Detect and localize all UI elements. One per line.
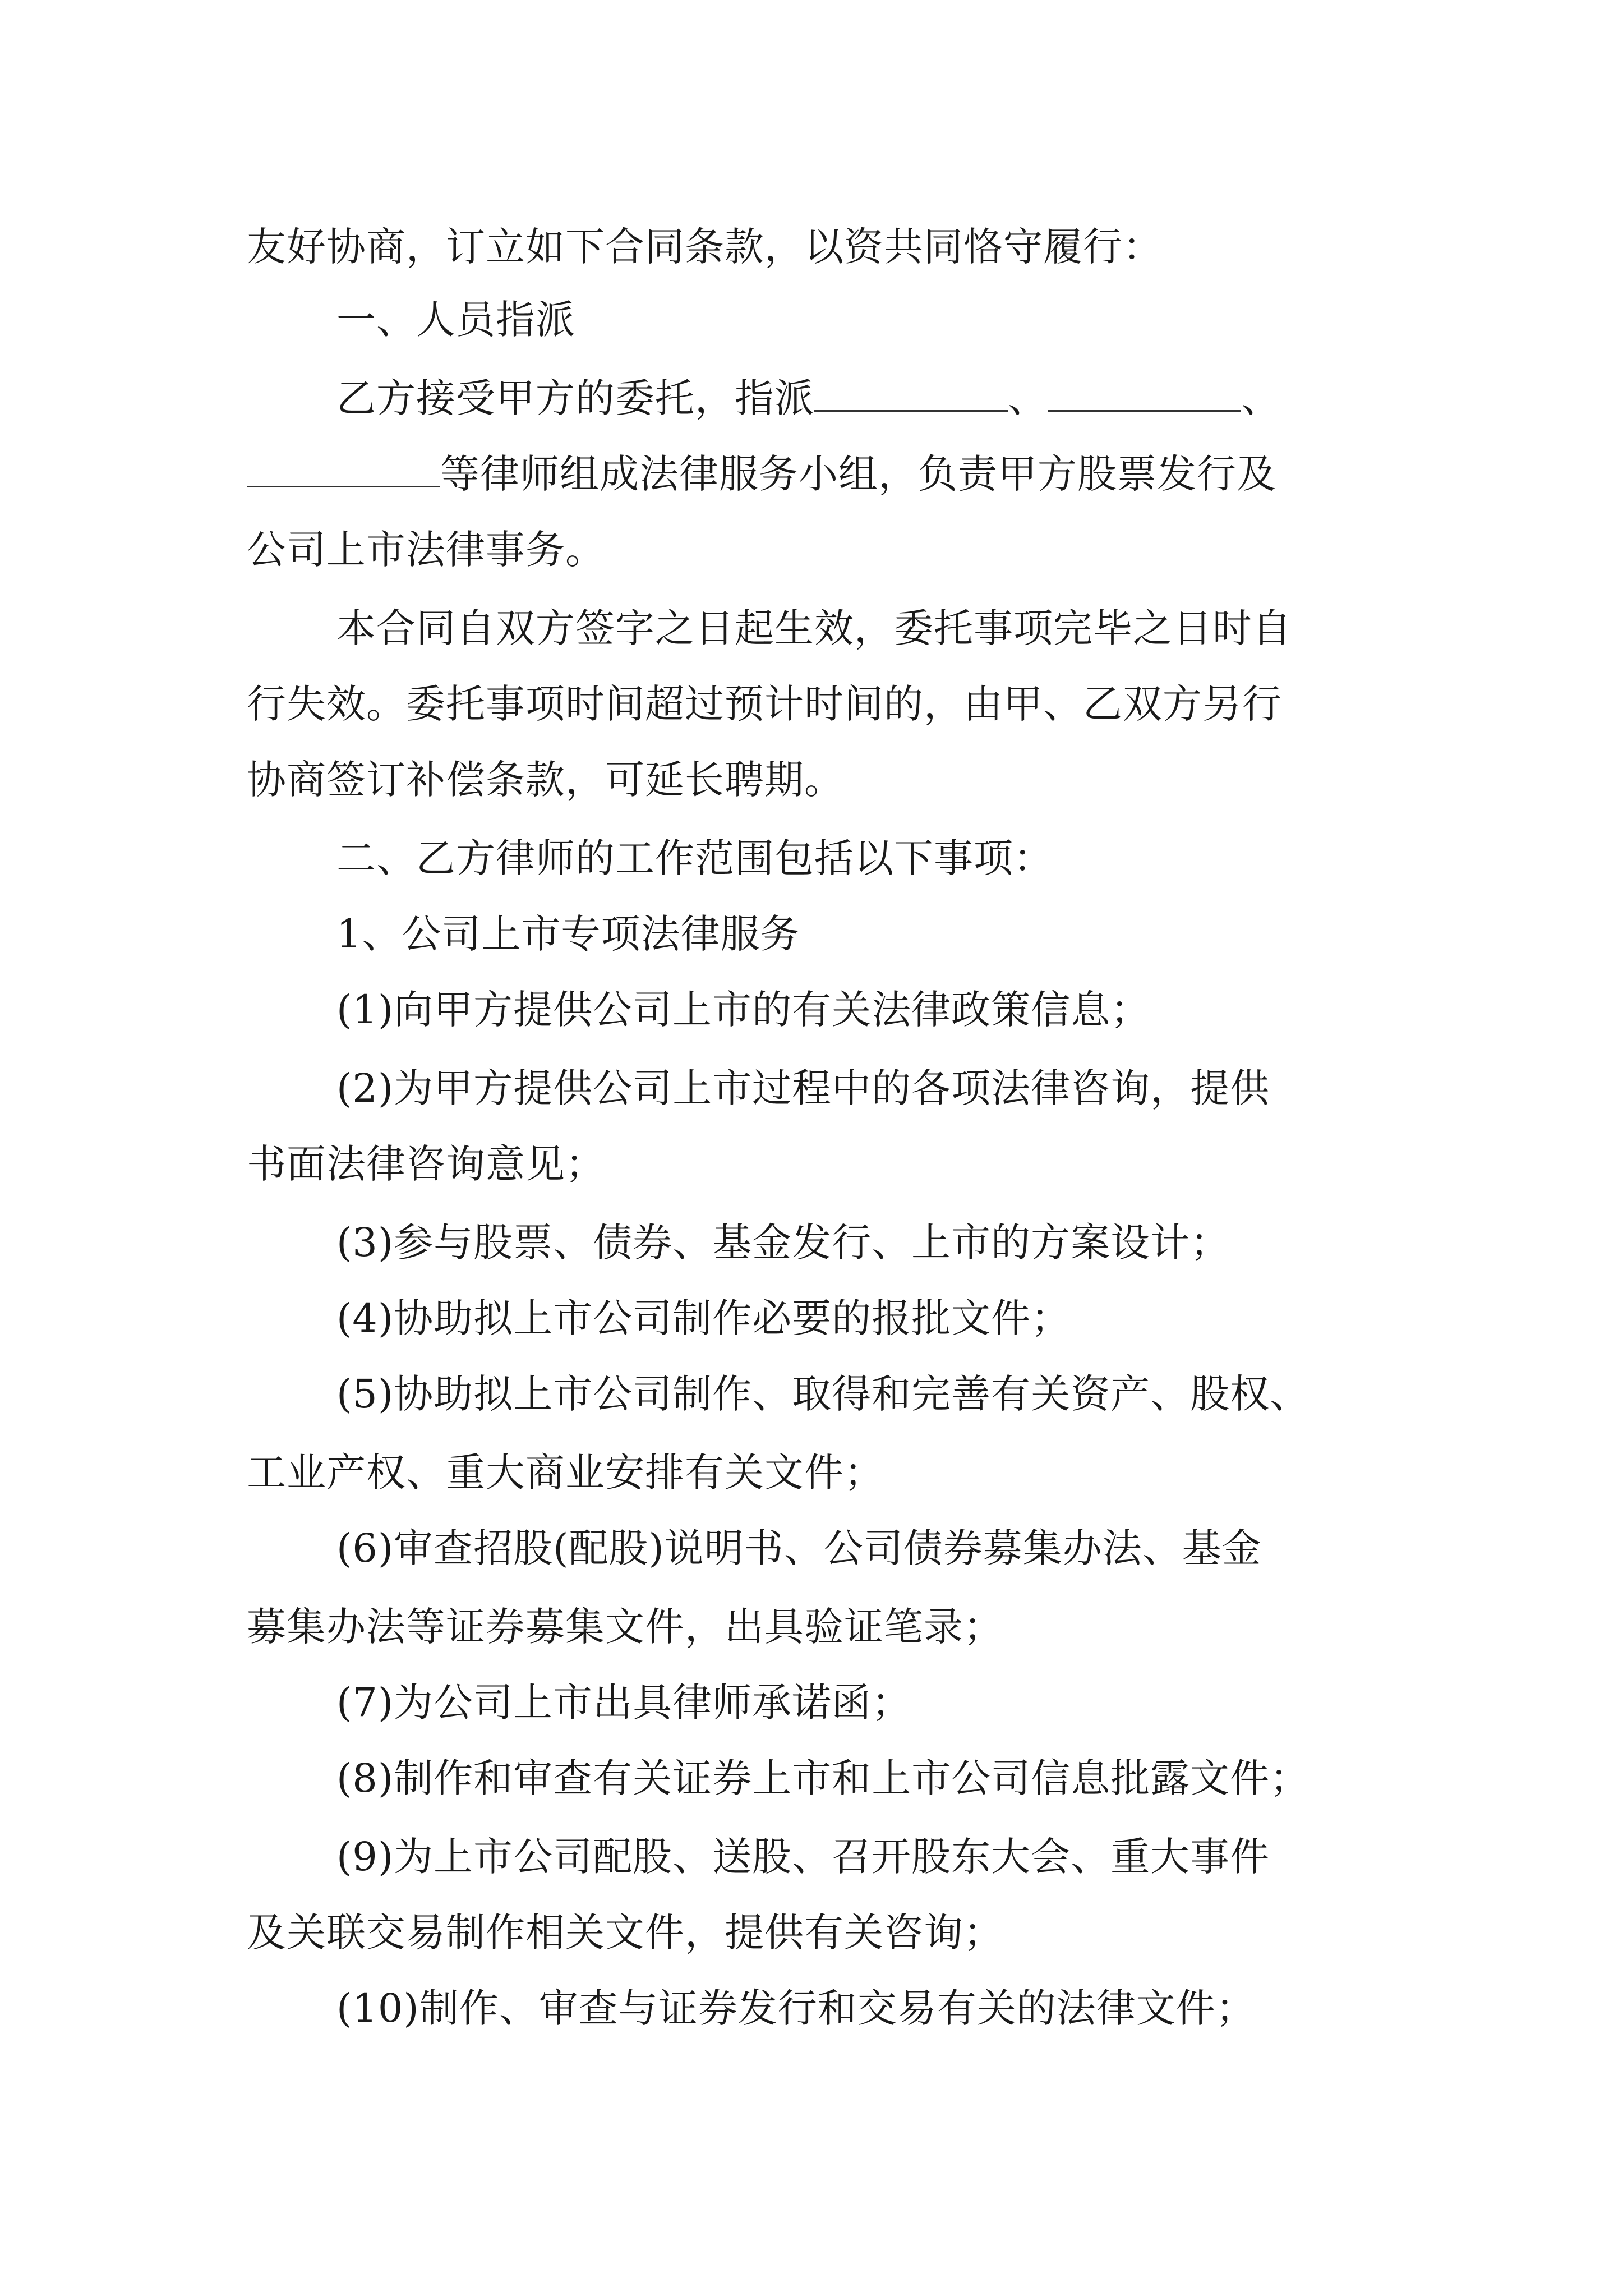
list-item: (5)协助拟上市公司制作、取得和完善有关资产、股权、 xyxy=(336,1371,1310,1417)
list-item: (9)为上市公司配股、送股、召开股东大会、重大事件 xyxy=(336,1834,1270,1880)
blank-line xyxy=(814,374,1008,412)
text-line: 及关联交易制作相关文件，提供有关咨询； xyxy=(247,1910,1003,1955)
blank-line xyxy=(247,450,440,487)
text-line xyxy=(336,370,1281,426)
list-item: (3)参与股票、债券、基金发行、上市的方案设计； xyxy=(336,1220,1230,1266)
blank-line xyxy=(1048,374,1241,412)
text-segment: 等律师组成法律服务小组，负责甲方股票发行及 xyxy=(440,451,1276,497)
list-item: (2)为甲方提供公司上市过程中的各项法律咨询，提供 xyxy=(336,1065,1270,1111)
list-item: (1)向甲方提供公司上市的有关法律政策信息； xyxy=(336,987,1151,1033)
list-item: (4)协助拟上市公司制作必要的报批文件； xyxy=(336,1295,1071,1341)
section-heading: 一、人员指派 xyxy=(336,297,575,343)
text-line: 公司上市法律事务。 xyxy=(247,527,605,573)
text-line: 书面法律咨询意见； xyxy=(247,1141,605,1187)
list-item: (6)审查招股(配股)说明书、公司债券募集办法、基金 xyxy=(336,1525,1262,1571)
list-item: (10)制作、审查与证券发行和交易有关的法律文件； xyxy=(336,1985,1256,2031)
text-segment: 乙方接受甲方的委托，指派 xyxy=(336,375,814,421)
text-segment: 、 xyxy=(1241,375,1281,421)
text-line: 行失效。委托事项时间超过预计时间的，由甲、乙双方另行 xyxy=(247,681,1282,727)
list-item: (8)制作和审查有关证券上市和上市公司信息批露文件； xyxy=(336,1755,1310,1801)
text-line: 募集办法等证券募集文件，出具验证笔录； xyxy=(247,1604,1003,1650)
section-heading: 二、乙方律师的工作范围包括以下事项： xyxy=(336,835,1053,881)
text-line: 工业产权、重大商业安排有关文件； xyxy=(247,1450,884,1496)
text-line: 友好协商，订立如下合同条款，以资共同恪守履行： xyxy=(247,224,1163,270)
text-line: 本合同自双方签字之日起生效，委托事项完毕之日时自 xyxy=(336,605,1292,651)
text-line: 协商签订补偿条款，可延长聘期。 xyxy=(247,757,844,803)
text-segment: 、 xyxy=(1008,375,1048,421)
text-line xyxy=(247,446,1276,502)
subsection-heading: 1、公司上市专项法律服务 xyxy=(336,911,800,957)
list-item: (7)为公司上市出具律师承诺函； xyxy=(336,1680,912,1726)
